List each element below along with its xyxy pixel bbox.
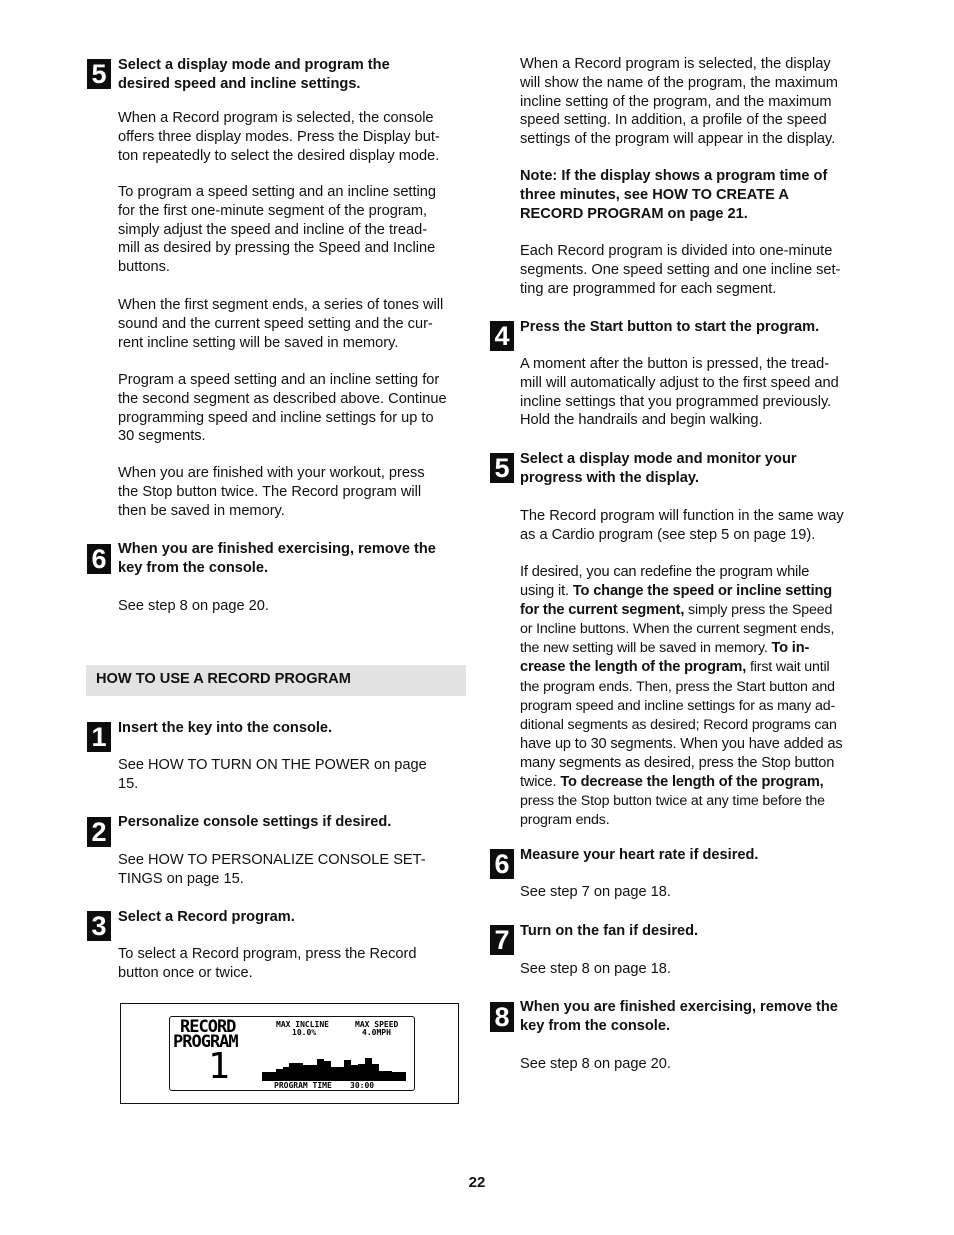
text-line: programming speed and incline settings for up to [118,409,434,426]
text-line: Each Record program is divided into one-minute [520,243,833,259]
heading-line: Select a display mode and program the [118,57,390,73]
text-line: button once or twice. [118,964,253,981]
text-line: When the first segment ends, a series of tones will [118,297,444,313]
step-5b-heading [520,450,797,488]
heading-line: key from the console. [520,1017,671,1034]
step-number-5: 5 [87,59,111,89]
paragraph [118,296,443,352]
text-line: ting are programmed for each segment. [520,280,777,297]
step-number-5b: 5 [490,453,514,483]
text-run: simply press the Speed [684,602,833,619]
text-line: as a Cardio program (see step 5 on page 19). [520,526,816,543]
paragraph: See step 8 on page 18. [520,961,671,977]
text-line: incline settings that you programmed previously. [520,393,832,410]
text-line: Note: If the display shows a program time of [520,168,828,184]
profile-bar [399,1072,406,1081]
console-display-figure [120,1003,459,1104]
step-number-7: 7 [490,925,514,955]
text-line [520,582,843,601]
text-line: If desired, you can redefine the program while [520,564,810,580]
text-line: many segments as desired, press the Stop button [520,754,835,771]
step-6b-heading: Measure your heart rate if desired. [520,847,759,863]
paragraph [520,355,839,430]
lcd-speed-profile [262,1055,406,1081]
heading-line: Select a display mode and monitor your [520,451,797,467]
bold-run: To decrease the length of the program, [560,774,824,791]
text-line: The Record program will function in the same way [520,508,844,524]
bold-run: crease the length of the program, [520,659,747,676]
bold-run: To change the speed or incline setting [572,583,833,600]
step-number-4: 4 [490,321,514,351]
text-line: ton repeatedly to select the desired display mode. [118,147,440,164]
lcd-program-time-label: PROGRAM TIME [274,1081,332,1090]
text-line: three minutes, see HOW TO CREATE A [520,186,789,203]
text-line: the Stop button twice. The Record program will [118,483,422,500]
lcd-max-speed-value: 4.0MPH [362,1028,391,1037]
text-line: See HOW TO TURN ON THE POWER on page [118,757,427,773]
text-line: 30 segments. [118,428,206,445]
text-line: incline setting of the program, and the maximum [520,93,832,110]
step-number-8: 8 [490,1002,514,1032]
paragraph [520,242,840,298]
text-run: twice. [520,774,561,791]
text-line: simply adjust the speed and incline of the tread- [118,221,428,238]
paragraph [118,756,427,794]
step-3-heading: Select a Record program. [118,909,295,925]
step-number-2: 2 [87,817,111,847]
text-line: press the Stop button twice at any time before the [520,793,825,810]
step-number-3: 3 [87,911,111,941]
heading-line: When you are finished exercising, remove the [118,541,436,557]
text-line: then be saved in memory. [118,502,285,519]
paragraph: See step 7 on page 18. [520,884,671,900]
text-line: When you are finished with your workout, press [118,465,425,481]
lcd-title-line1: RECORD [180,1017,236,1037]
text-run: the new setting will be saved in memory. [520,640,772,657]
paragraph [118,183,436,277]
text-line: RECORD PROGRAM on page 21. [520,205,748,222]
text-line: settings of the program will appear in the display. [520,131,836,148]
text-run: using it. [520,583,573,600]
text-line: the second segment as described above. Continue [118,390,447,407]
text-line: offers three display modes. Press the Display but- [118,128,440,145]
text-line: mill as desired by pressing the Speed and Incline [118,240,436,257]
note [520,167,827,223]
text-line: Hold the handrails and begin walking. [520,412,763,429]
lcd-program-number: 1 [208,1046,229,1087]
bold-run: for the current segment, [520,602,685,619]
paragraph [118,851,426,889]
text-line: When a Record program is selected, the display [520,56,831,72]
page-number: 22 [468,1174,486,1191]
console-lcd [169,1016,415,1091]
paragraph [118,464,425,520]
text-line: or Incline buttons. When the current segment ends, [520,621,835,638]
paragraph [118,109,440,165]
step-7-heading: Turn on the fan if desired. [520,923,699,939]
step-8-heading [520,998,838,1036]
lcd-max-speed-label: MAX SPEED [355,1020,399,1029]
text-line: segments. One speed setting and one incline set- [520,261,841,278]
redefine-paragraph [520,563,843,830]
text-run: first wait until [746,659,830,676]
text-line: mill will automatically adjust to the first speed and [520,374,839,391]
step-1-heading: Insert the key into the console. [118,720,333,736]
paragraph [118,945,417,983]
text-line: sound and the current speed setting and the cur- [118,315,433,332]
text-line: the program ends. Then, press the Start button and [520,678,835,695]
step-number-1: 1 [87,722,111,752]
text-line: ditional segments as desired; Record programs can [520,716,837,733]
text-line: See HOW TO PERSONALIZE CONSOLE SET- [118,852,426,868]
text-line [520,773,843,792]
text-line: Program a speed setting and an incline setting for [118,372,440,388]
paragraph [118,371,447,446]
text-line [520,639,843,658]
text-line: TINGS on page 15. [118,870,244,887]
step-5-heading [118,56,390,94]
heading-line: key from the console. [118,559,269,576]
heading-line: When you are finished exercising, remove the [520,999,838,1015]
text-line: for the first one-minute segment of the program, [118,202,428,219]
text-line: 15. [118,775,139,792]
step-number-6b: 6 [490,849,514,879]
section-title: HOW TO USE A RECORD PROGRAM [96,671,351,687]
text-line: To program a speed setting and an incline setting [118,184,437,200]
text-line: will show the name of the program, the maximum [520,74,838,91]
text-line: A moment after the button is pressed, the tread- [520,356,830,372]
text-line: rent incline setting will be saved in memory. [118,334,399,351]
paragraph: See step 8 on page 20. [520,1056,671,1072]
lcd-title-line2: PROGRAM [173,1032,238,1052]
paragraph: See step 8 on page 20. [118,598,269,614]
lcd-max-incline-label: MAX INCLINE [276,1020,329,1029]
step-6-heading [118,540,436,578]
heading-line: progress with the display. [520,469,699,486]
text-line: When a Record program is selected, the console [118,110,434,126]
step-4-heading: Press the Start button to start the program. [520,319,820,335]
text-line: buttons. [118,259,170,276]
step-number-6: 6 [87,544,111,574]
bold-run: To in- [771,640,810,657]
text-line: program ends. [520,812,610,829]
paragraph [520,507,844,545]
paragraph [520,55,838,149]
text-line: To select a Record program, press the Record [118,946,417,962]
text-line: program speed and incline settings for as many ad- [520,697,836,714]
text-line: have up to 30 segments. When you have added as [520,735,843,752]
section-header [86,665,466,696]
text-line: speed setting. In addition, a profile of the speed [520,112,827,129]
heading-line: desired speed and incline settings. [118,75,361,92]
lcd-program-time-value: 30:00 [350,1081,375,1090]
step-2-heading: Personalize console settings if desired. [118,814,392,830]
lcd-max-incline-value: 10.0% [292,1028,317,1037]
text-line [520,601,843,620]
text-line [520,658,843,677]
